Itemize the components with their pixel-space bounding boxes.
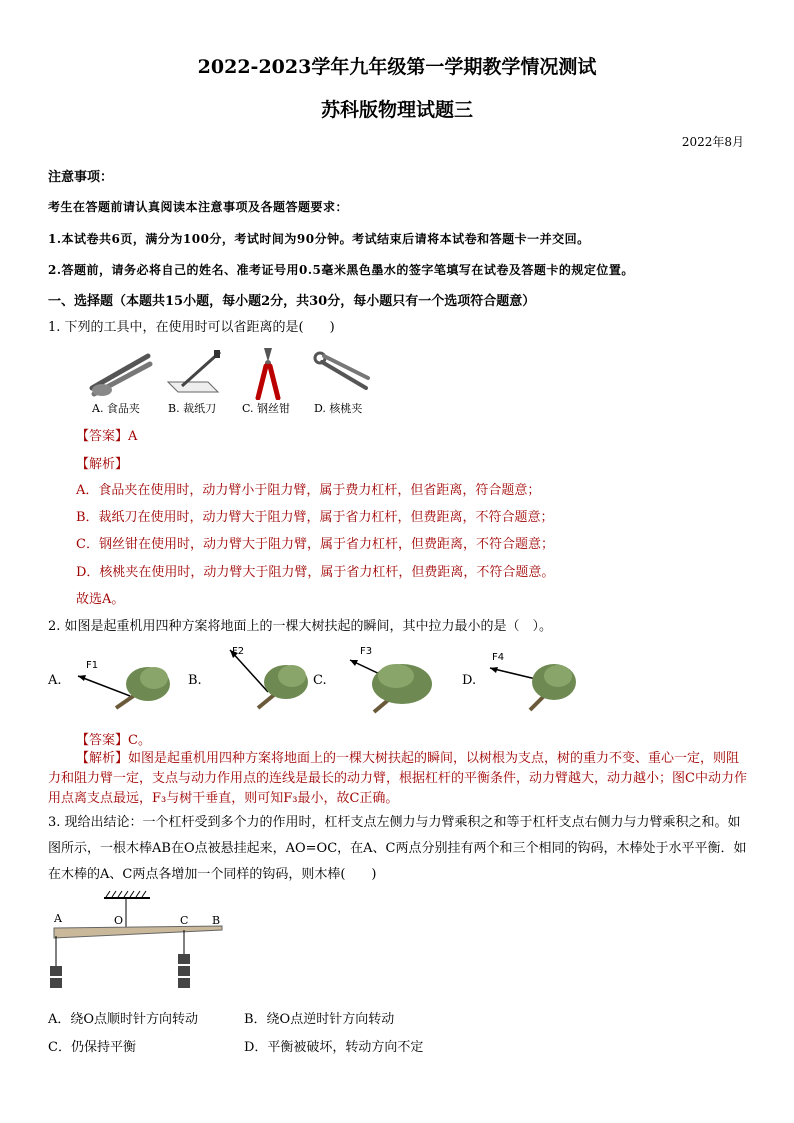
q2-stem: 2. 如图是起重机用四种方案将地面上的一棵大树扶起的瞬间，其中拉力最小的是（ ）。 <box>48 619 553 634</box>
q1-analysis-d: D．核桃夹在使用时，动力臂大于阻力臂，属于省力杠杆，但费距离，不符合题意。 <box>76 565 555 580</box>
notes-line-1: 1.本试卷共6页，满分为100分，考试时间为90分钟。考试结束后请将本试卷和答题卡一并交回。 <box>48 232 590 246</box>
lever-label-c: C <box>180 914 189 927</box>
q1-analysis-a: A．食品夹在使用时，动力臂小于阻力臂，属于费力杠杆，但省距离，符合题意； <box>76 483 541 498</box>
q3-stem: 3. 现给出结论：一个杠杆受到多个力的作用时，杠杆支点左侧力与力臂乘积之和等于杠杆支点右侧力与力臂乘积之和。如图所示，一根木棒AB在O点被悬挂起来，AO=OC，在A、C两点分别挂有两个和三个相同的钩码，木棒处于水平平衡．如在木棒的A、C两点各增加一个同样的钩码，则木棒( ) <box>48 815 747 882</box>
tree-figure-a <box>70 650 180 712</box>
notes-line-0: 考生在答题前请认真阅读本注意事项及各题答题要求： <box>48 200 349 214</box>
paper-cutter-image <box>162 348 230 398</box>
q2-analysis: 【解析】如图是起重机用四种方案将地面上的一棵大树扶起的瞬间，以树根为支点，树的重力不变、重心一定，则阻力和阻力臂一定，支点与动力作用点的连线是最长的动力臂，根据杠杆的平衡条件，动力臂越大，动力越小；图C中动力作用点离支点最远，F₃与树干垂直，则可知F₃最小，故C正确。 <box>48 751 747 806</box>
q1-analysis-label: 【解析】 <box>76 457 129 472</box>
q3-option-a: A．绕O点顺时针方向转动 <box>48 1012 199 1027</box>
q1-analysis-c: C．钢丝钳在使用时，动力臂大于阻力臂，属于省力杠杆，但费距离，不符合题意； <box>76 537 554 552</box>
q1-analysis-b: B．裁纸刀在使用时，动力臂大于阻力臂，属于省力杠杆，但费距离，不符合题意； <box>76 510 554 525</box>
q3-option-b: B．绕O点逆时针方向转动 <box>244 1012 395 1027</box>
notes-line-2: 2.答题前，请务必将自己的姓名、准考证号用0.5毫米黑色墨水的签字笔填写在试卷及答题卡的规定位置。 <box>48 263 634 277</box>
lever-label-a: A <box>54 912 62 925</box>
q2-option-c-label: C. <box>313 673 327 688</box>
tree-figure-b <box>222 642 312 712</box>
force-label-f4: F4 <box>492 652 505 663</box>
force-label-f2: F2 <box>232 646 245 657</box>
q2-option-a-label: A. <box>48 673 62 688</box>
q1-caption-b: B. 裁纸刀 <box>168 402 217 415</box>
section-heading: 一、选择题（本题共15小题，每小题2分，共30分，每小题只有一个选项符合题意） <box>48 294 536 309</box>
q1-caption-a: A. 食品夹 <box>92 402 140 415</box>
exam-subtitle: 苏科版物理试题三 <box>320 99 473 121</box>
exam-title: 2022-2023学年九年级第一学期教学情况测试 <box>197 56 597 78</box>
nutcracker-image <box>310 348 372 398</box>
q3-option-d: D．平衡被破坏，转动方向不定 <box>244 1040 424 1055</box>
lever-label-o: O <box>114 914 124 927</box>
q2-option-b-label: B. <box>188 673 202 688</box>
tree-figure-d <box>480 648 580 712</box>
tongs-image <box>88 348 156 398</box>
exam-date: 2022年8月 <box>681 135 744 149</box>
q1-conclusion: 故选A。 <box>76 592 125 607</box>
wire-pliers-image <box>248 346 288 400</box>
notes-heading: 注意事项： <box>48 170 114 185</box>
force-label-f1: F1 <box>86 660 99 671</box>
force-label-f3: F3 <box>360 646 373 657</box>
q1-stem: 1. 下列的工具中，在使用时可以省距离的是( ) <box>48 320 335 335</box>
lever-label-b: B <box>212 914 221 927</box>
tree-figure-c <box>340 642 440 714</box>
q1-caption-c: C. 钢丝钳 <box>242 402 291 415</box>
q2-answer: 【答案】C。 <box>76 733 151 748</box>
q2-option-d-label: D. <box>462 673 477 688</box>
q3-option-c: C．仍保持平衡 <box>48 1040 136 1055</box>
lever-figure <box>46 890 236 1000</box>
q1-answer: 【答案】A <box>76 429 138 444</box>
q1-caption-d: D. 核桃夹 <box>314 402 363 415</box>
